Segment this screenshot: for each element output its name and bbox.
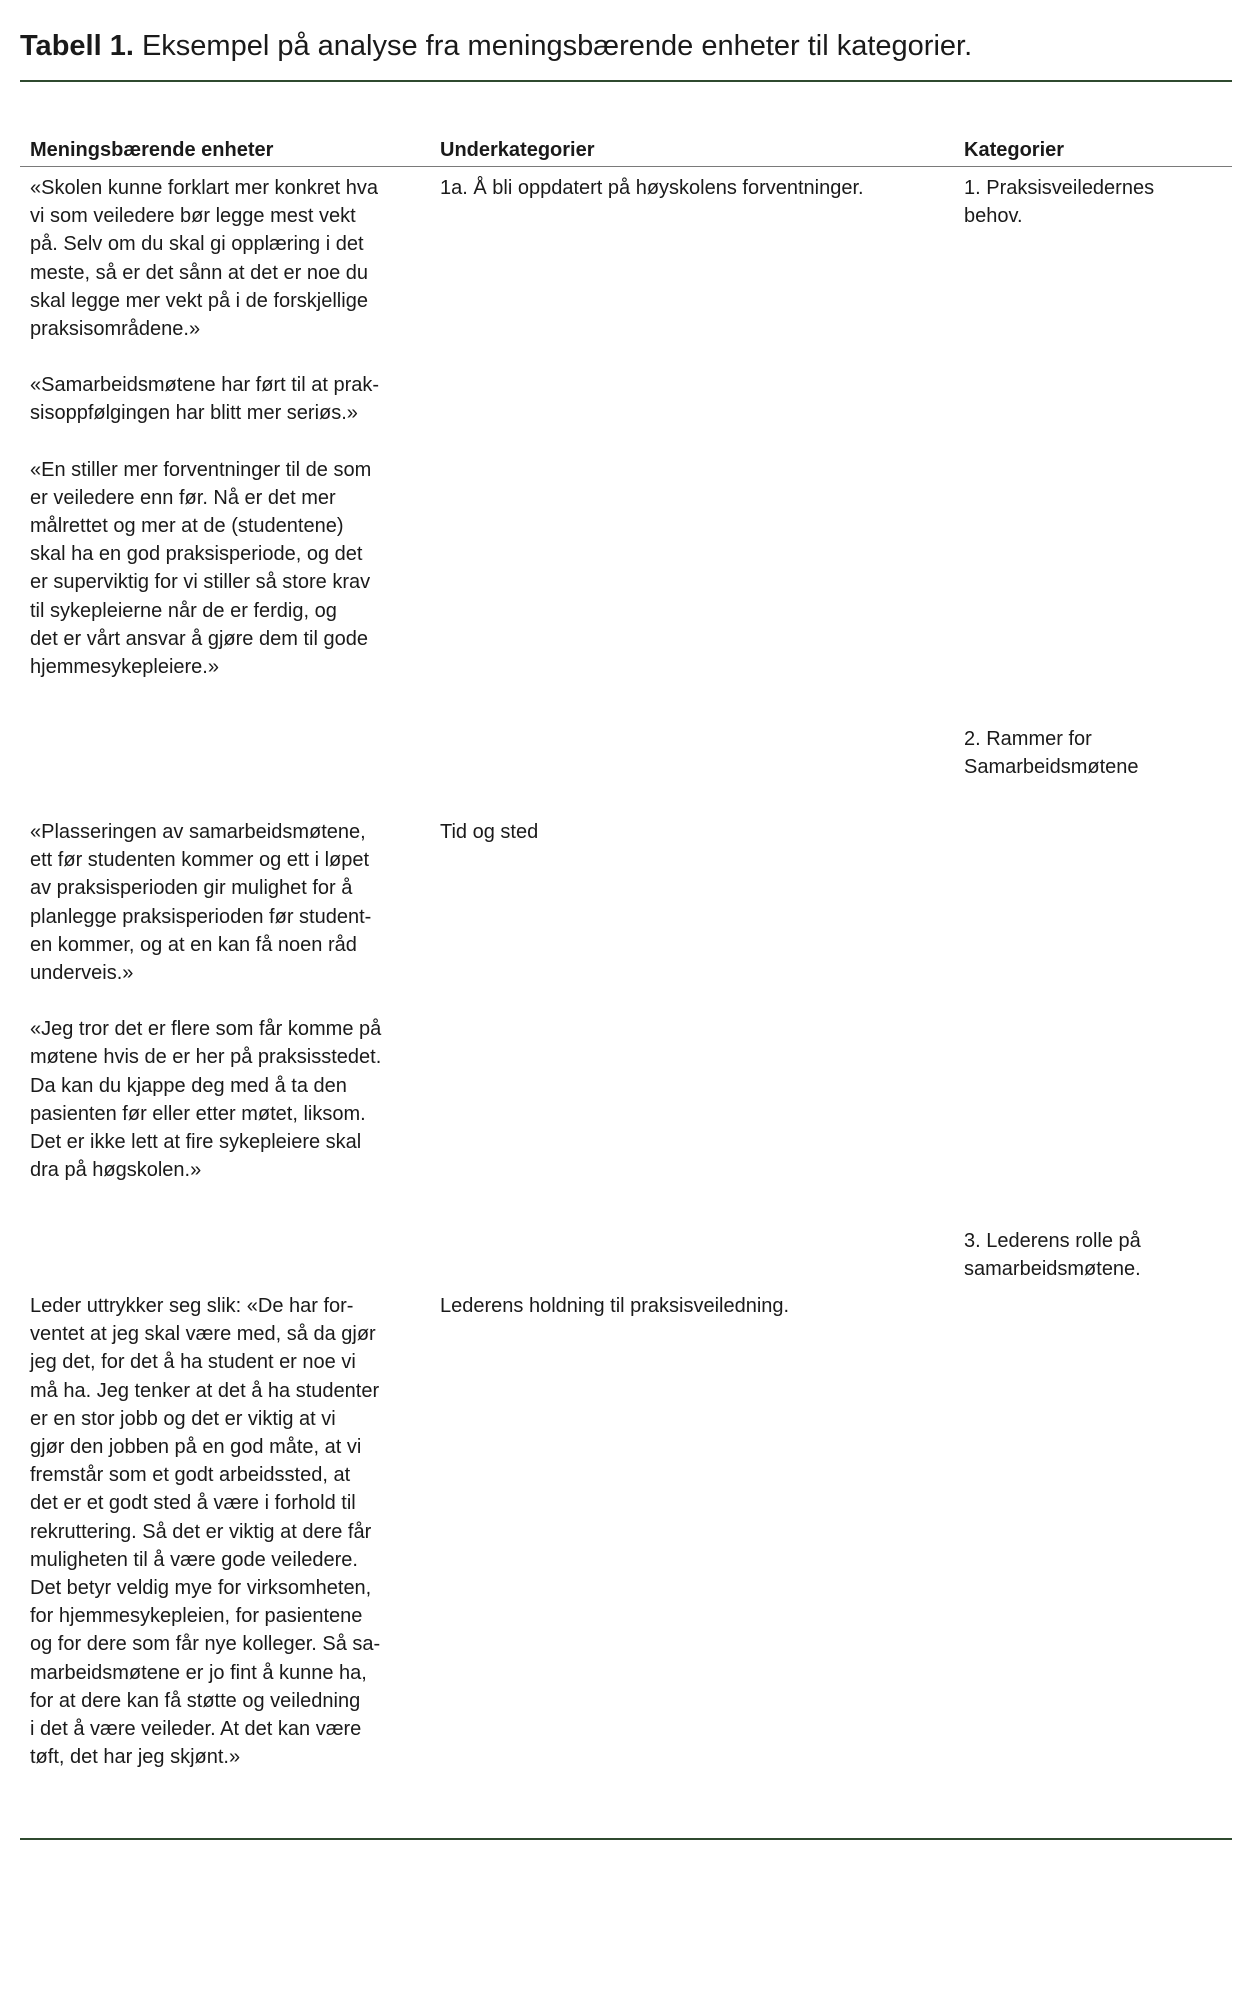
row-3-category: 3. Lederens rolle på samarbeidsmøtene.: [964, 1230, 1141, 1281]
table-caption: [20, 26, 972, 66]
row-2-quote-2: «Jeg tror det er flere som får komme på møtene hvis de er her på praksisstedet. Da kan du kjappe deg med å ta den pasienten før eller etter møtet, liksom. Det er ikke lett at fire sykepleiere skal dra på høgskolen.»: [30, 1018, 382, 1182]
row-1-category: 1. Praksisveiledernes behov.: [964, 177, 1155, 228]
column-header-subcategories: Underkategorier: [440, 139, 595, 161]
row-1-quote-1: «Skolen kunne forklart mer konkret hva vi som veiledere bør legge mest vekt på. Selv om du skal gi opplæring i det meste, så er det sånn at det er noe du skal legge mer vekt på i de forskjellige praksisområdene.»: [30, 177, 378, 341]
table-caption-text: Eksempel på analyse fra meningsbærende enheter til kategorier.: [133, 30, 973, 62]
top-rule: [20, 80, 1232, 82]
table-caption-label: Tabell 1.: [20, 30, 134, 62]
bottom-rule: [20, 1838, 1232, 1840]
row-3-subcategory: Lederens holdning til praksisveiledning.: [440, 1295, 790, 1317]
row-2-quote-1: «Plasseringen av samarbeidsmøtene, ett før studenten kommer og ett i løpet av praksisperioden gir mulighet for å planlegge praksisperioden før student- en kommer, og at en kan få noen råd underveis.»: [30, 821, 372, 985]
row-2-units: [30, 818, 425, 1184]
row-3-units: [30, 1292, 425, 1771]
column-header-categories: Kategorier: [964, 139, 1065, 161]
row-1-quote-2: «Samarbeidsmøtene har ført til at prak- sisoppfølgingen har blitt mer seriøs.»: [30, 374, 380, 425]
row-1-quote-3: «En stiller mer forventninger til de som er veiledere enn før. Nå er det mer målrettet og mer at de (studentene) skal ha en god praksisperiode, og det er superviktig for vi stiller så store krav til sykepleierne når de er ferdig, og det er vårt ansvar å gjøre dem til gode hjemmesykepleiere.»: [30, 458, 372, 679]
column-header-units: Meningsbærende enheter: [30, 139, 274, 161]
row-1-subcategory: 1a. Å bli oppdatert på høyskolens forventninger.: [440, 177, 864, 199]
row-1-units: [30, 174, 425, 681]
header-rule: [20, 166, 1232, 167]
row-2-subcategory: Tid og sted: [440, 821, 539, 843]
row-2-category: 2. Rammer for Samarbeidsmøtene: [964, 728, 1139, 779]
row-3-quote-1: Leder uttrykker seg slik: «De har for- ventet at jeg skal være med, så da gjør jeg det, for det å ha student er noe vi må ha. Jeg tenker at det å ha studenter er en stor jobb og det er viktig at vi gjør den jobben på en god måte, at vi fremstår som et godt arbeidssted, at det er et godt sted å være i forhold til rekruttering. Så det er viktig at dere får muligheten til å være gode veiledere. Det betyr veldig mye for virksomheten, for hjemmesykepleien, for pasientene og for dere som får nye kolleger. Så sa- marbeidsmøtene er jo fint å kunne ha, for at dere kan få støtte og veiledning i det å være veileder. At det kan være tøft, det har jeg skjønt.»: [30, 1295, 381, 1769]
